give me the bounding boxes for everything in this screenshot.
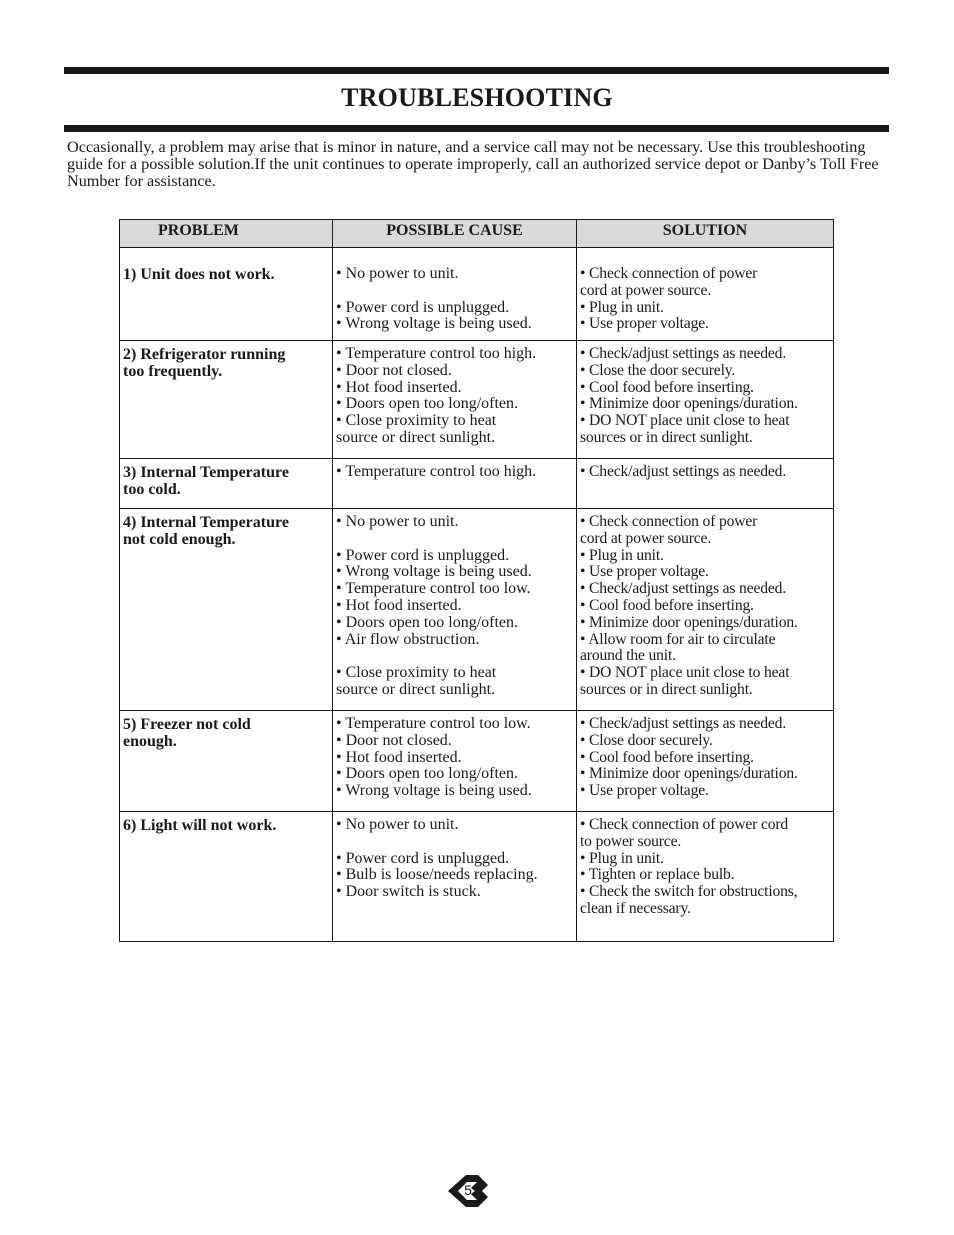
solution-cell-line: • Plug in unit. bbox=[580, 298, 664, 316]
solution-cell-line: • Minimize door openings/duration. bbox=[580, 395, 798, 413]
page-title: TROUBLESHOOTING bbox=[341, 83, 613, 112]
solution-cell-line: • Cool food before inserting. bbox=[580, 596, 754, 614]
solution-cell-line: • DO NOT place unit close to heat bbox=[580, 412, 790, 430]
top-rule bbox=[64, 67, 889, 74]
solution-cell-line: • Check/adjust settings as needed. bbox=[580, 345, 787, 362]
problem-cell-line: too cold. bbox=[123, 481, 181, 498]
cause-cell bbox=[333, 509, 577, 710]
cause-cell-line: • Hot food inserted. bbox=[336, 596, 462, 614]
cause-cell-line: • Doors open too long/often. bbox=[336, 613, 519, 631]
solution-cell-line: • Check/adjust settings as needed. bbox=[580, 463, 787, 480]
solution-cell-line: • Check connection of power bbox=[580, 513, 758, 530]
table-row bbox=[120, 811, 833, 941]
solution-cell-line: • Use proper voltage. bbox=[580, 315, 709, 333]
cause-cell-line: • Bulb is loose/needs replacing. bbox=[336, 866, 538, 884]
cause-cell-line: • Temperature control too high. bbox=[336, 345, 537, 362]
solution-cell bbox=[577, 459, 833, 508]
solution-cell-line: around the unit. bbox=[580, 647, 676, 665]
problem-cell-line: 6) Light will not work. bbox=[123, 817, 277, 834]
problem-cell-line: enough. bbox=[123, 733, 177, 750]
solution-cell-line: • Plug in unit. bbox=[580, 546, 664, 564]
problem-cell-line: 5) Freezer not cold bbox=[123, 716, 251, 733]
problem-cell bbox=[120, 341, 333, 458]
cause-cell-line: • Wrong voltage is being used. bbox=[336, 563, 532, 581]
table-row bbox=[120, 458, 833, 508]
cause-cell-line: source or direct sunlight. bbox=[336, 428, 496, 446]
cause-cell bbox=[333, 812, 577, 941]
solution-cell-line: to power source. bbox=[580, 832, 682, 850]
problem-cell-line: 1) Unit does not work. bbox=[123, 266, 275, 283]
solution-cell-line: clean if necessary. bbox=[580, 899, 691, 917]
table-row bbox=[120, 710, 833, 811]
page-number: 5 bbox=[464, 1182, 472, 1198]
problem-cell bbox=[120, 812, 333, 941]
cause-cell-line: • Hot food inserted. bbox=[336, 748, 462, 766]
header-possible-cause: POSSIBLE CAUSE bbox=[333, 220, 577, 247]
cause-cell-line: • Temperature control too low. bbox=[336, 715, 531, 732]
solution-cell-line: • Close door securely. bbox=[580, 731, 713, 749]
problem-cell-line: not cold enough. bbox=[123, 531, 236, 548]
problem-cell bbox=[120, 711, 333, 811]
solution-cell-line: • Minimize door openings/duration. bbox=[580, 613, 798, 631]
cause-cell-line: • Temperature control too high. bbox=[336, 463, 537, 480]
table-body bbox=[120, 248, 833, 941]
intro-paragraph: Occasionally, a problem may arise that is minor in nature, and a service call may not be necessary. Use this troubleshooting guide for a possible solution.If the unit continues to operate improperly, call an authorized service depot or Danby’s Toll Free Number for assistance. bbox=[67, 138, 879, 190]
header-problem: PROBLEM bbox=[120, 220, 333, 247]
table-row bbox=[120, 508, 833, 710]
solution-cell bbox=[577, 248, 833, 340]
cause-cell-line: • Air flow obstruction. bbox=[336, 630, 480, 648]
cause-cell-line: • Power cord is unplugged. bbox=[336, 546, 510, 564]
solution-cell bbox=[577, 509, 833, 710]
solution-cell-line: • Check/adjust settings as needed. bbox=[580, 715, 787, 732]
cause-cell-line: • Temperature control too low. bbox=[336, 580, 531, 598]
cause-cell-line: • Close proximity to heat bbox=[336, 664, 497, 682]
solution-cell-line: • Plug in unit. bbox=[580, 849, 664, 867]
cause-cell-line: • Door not closed. bbox=[336, 731, 452, 749]
cause-cell-line: • Wrong voltage is being used. bbox=[336, 782, 532, 800]
solution-cell-line: • Minimize door openings/duration. bbox=[580, 765, 798, 783]
table-row bbox=[120, 340, 833, 458]
cause-cell-line: • Hot food inserted. bbox=[336, 378, 462, 396]
solution-cell-line: • Check/adjust settings as needed. bbox=[580, 580, 787, 598]
solution-cell-line: cord at power source. bbox=[580, 281, 712, 299]
cause-cell-line: • Door switch is stuck. bbox=[336, 883, 481, 901]
cause-cell-line: • Door not closed. bbox=[336, 361, 452, 379]
solution-cell-line: sources or in direct sunlight. bbox=[580, 680, 753, 698]
solution-cell-line: • Cool food before inserting. bbox=[580, 748, 754, 766]
solution-cell bbox=[577, 711, 833, 811]
solution-cell-line: • Use proper voltage. bbox=[580, 563, 709, 581]
problem-cell-line: 2) Refrigerator running bbox=[123, 346, 286, 363]
troubleshooting-table bbox=[119, 219, 834, 942]
solution-cell-line: • Tighten or replace bulb. bbox=[580, 866, 735, 884]
header-solution: SOLUTION bbox=[577, 220, 833, 247]
solution-cell-line: • Cool food before inserting. bbox=[580, 378, 754, 396]
solution-cell-line: • Allow room for air to circulate bbox=[580, 630, 776, 648]
cause-cell-line: • No power to unit. bbox=[336, 816, 459, 833]
table-row bbox=[120, 248, 833, 340]
cause-cell-line: • No power to unit. bbox=[336, 265, 459, 282]
cause-cell bbox=[333, 248, 577, 340]
problem-cell-line: 3) Internal Temperature bbox=[123, 464, 289, 481]
solution-cell-line: • Close the door securely. bbox=[580, 361, 736, 379]
solution-cell bbox=[577, 341, 833, 458]
cause-cell-line: • Power cord is unplugged. bbox=[336, 298, 510, 316]
solution-cell-line: sources or in direct sunlight. bbox=[580, 428, 753, 446]
cause-cell-line: • Doors open too long/often. bbox=[336, 395, 519, 413]
cause-cell bbox=[333, 459, 577, 508]
cause-cell-line: source or direct sunlight. bbox=[336, 680, 496, 698]
problem-cell-line: too frequently. bbox=[123, 363, 223, 380]
solution-cell-line: • Use proper voltage. bbox=[580, 782, 709, 800]
cause-cell bbox=[333, 711, 577, 811]
cause-cell bbox=[333, 341, 577, 458]
solution-cell bbox=[577, 812, 833, 941]
problem-cell-line: 4) Internal Temperature bbox=[123, 514, 289, 531]
problem-cell bbox=[120, 459, 333, 508]
cause-cell-line: • Close proximity to heat bbox=[336, 412, 497, 430]
cause-cell-line: • No power to unit. bbox=[336, 513, 459, 530]
solution-cell-line: cord at power source. bbox=[580, 529, 712, 547]
table-header-row bbox=[120, 220, 833, 248]
cause-cell-line: • Doors open too long/often. bbox=[336, 765, 519, 783]
cause-cell-line: • Wrong voltage is being used. bbox=[336, 315, 532, 333]
cause-cell-line bbox=[336, 531, 573, 548]
problem-cell bbox=[120, 509, 333, 710]
solution-cell-line: • Check connection of power cord bbox=[580, 816, 789, 833]
problem-cell bbox=[120, 248, 333, 340]
solution-cell-line: • Check the switch for obstructions, bbox=[580, 883, 798, 901]
cause-cell-line bbox=[336, 648, 573, 665]
solution-cell-line: • Check connection of power bbox=[580, 265, 758, 282]
cause-cell-line bbox=[336, 834, 573, 851]
cause-cell-line bbox=[336, 283, 573, 300]
solution-cell-line: • DO NOT place unit close to heat bbox=[580, 664, 790, 682]
cause-cell-line: • Power cord is unplugged. bbox=[336, 849, 510, 867]
title-underline-rule bbox=[64, 125, 889, 132]
